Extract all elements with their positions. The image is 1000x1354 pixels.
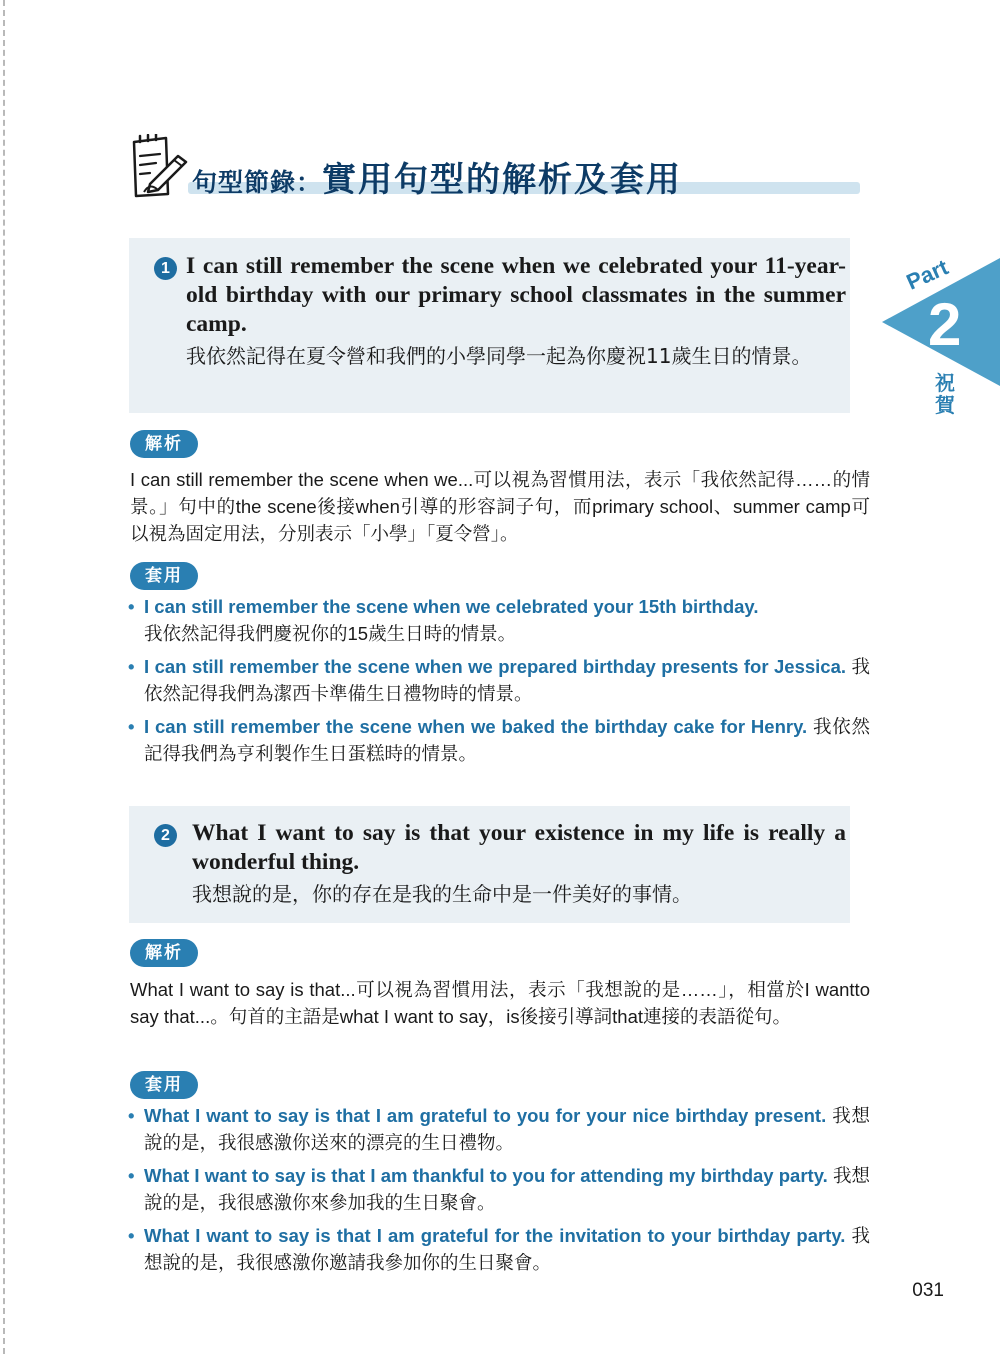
section-heading [128,134,738,202]
usage-chinese: 我想說的是，我很感激你來參加我的生日聚會。 [144,1165,870,1213]
heading-title [192,152,682,201]
usage-chinese: 我想說的是，我很感激你邀請我參加你的生日聚會。 [144,1225,871,1273]
usage-label: 套用 [130,562,198,590]
binding-edge-dashes [3,0,5,1354]
usage-english: What I want to say is that I am grateful for the invitation to your birthday party. [144,1225,846,1246]
usage-chinese: 我依然記得我們慶祝你的15歲生日時的情景。 [144,623,517,644]
usage-item [128,593,870,647]
usage-list [128,1102,870,1282]
usage-item [128,713,870,767]
bullet-dot: • [128,1225,135,1246]
heading-label: 句型節錄： [192,168,323,197]
usage-chinese: 我依然記得我們為亨利製作生日蛋糕時的情景。 [144,716,870,764]
bullet-dot: • [128,596,135,617]
sentence-chinese: 我依然記得在夏令營和我們的小學同學一起為你慶祝11歲生日的情景。 [186,344,812,368]
sentence-number-badge: 2 [154,824,177,847]
usage-item [128,1162,870,1216]
part-label [932,372,958,416]
usage-english: I can still remember the scene when we celebrated your 15th birthday. [144,596,759,617]
bullet-dot: • [128,1105,135,1126]
example-sentence-box-1 [129,238,850,413]
usage-item [128,1222,870,1276]
usage-chinese: 我依然記得我們為潔西卡準備生日禮物時的情景。 [144,656,870,704]
bullet-dot: • [128,1165,135,1186]
sentence-english: I can still remember the scene when we celebrated your 11-year-old birthday with our primary school classmates in the summer camp. [186,253,846,337]
analysis-text: What I want to say is that...可以視為習慣用法，表示「我想說的是……」，相當於I wantto say that...。句首的主語是what I want to say，is後接引導詞that連接的表語從句。 [130,979,870,1027]
part-number: 2 [928,291,962,358]
analysis-label: 解析 [130,430,198,458]
usage-list [128,593,870,773]
example-sentence-box-2 [129,806,850,923]
part-label-char-1: 祝 [935,371,955,395]
notepad-pencil-icon [128,134,190,200]
sentence-english: What I want to say is that your existence in my life is really a wonderful thing. [192,820,846,875]
part-label-char-2: 賀 [935,393,955,417]
analysis-text: I can still remember the scene when we...可以視為習慣用法，表示「我依然記得……的情景。」句中的the scene後接when引導的形容詞子句，而primary school、summer camp可以視為固定用法，分別表示「小學」「夏令營」。 [130,469,870,544]
sentence-number-badge: 1 [154,257,177,280]
usage-english: What I want to say is that I am thankful to you for attending my birthday party. [144,1165,828,1186]
bullet-dot: • [128,656,135,677]
heading-main-text: 實用句型的解析及套用 [322,160,683,200]
bullet-dot: • [128,716,135,737]
usage-item [128,1102,870,1156]
usage-english: I can still remember the scene when we prepared birthday presents for Jessica. [144,656,847,677]
usage-english: I can still remember the scene when we baked the birthday cake for Henry. [144,716,808,737]
part-tab [882,254,1000,386]
page-number: 031 [912,1280,944,1301]
part-word: Part [902,254,952,295]
analysis-label: 解析 [130,939,198,967]
sentence-chinese: 我想說的是，你的存在是我的生命中是一件美好的事情。 [192,882,692,906]
usage-english: What I want to say is that I am grateful to you for your nice birthday present. [144,1105,827,1126]
usage-item [128,653,870,707]
usage-label: 套用 [130,1071,198,1099]
usage-chinese: 我想說的是，我很感激你送來的漂亮的生日禮物。 [144,1105,871,1153]
